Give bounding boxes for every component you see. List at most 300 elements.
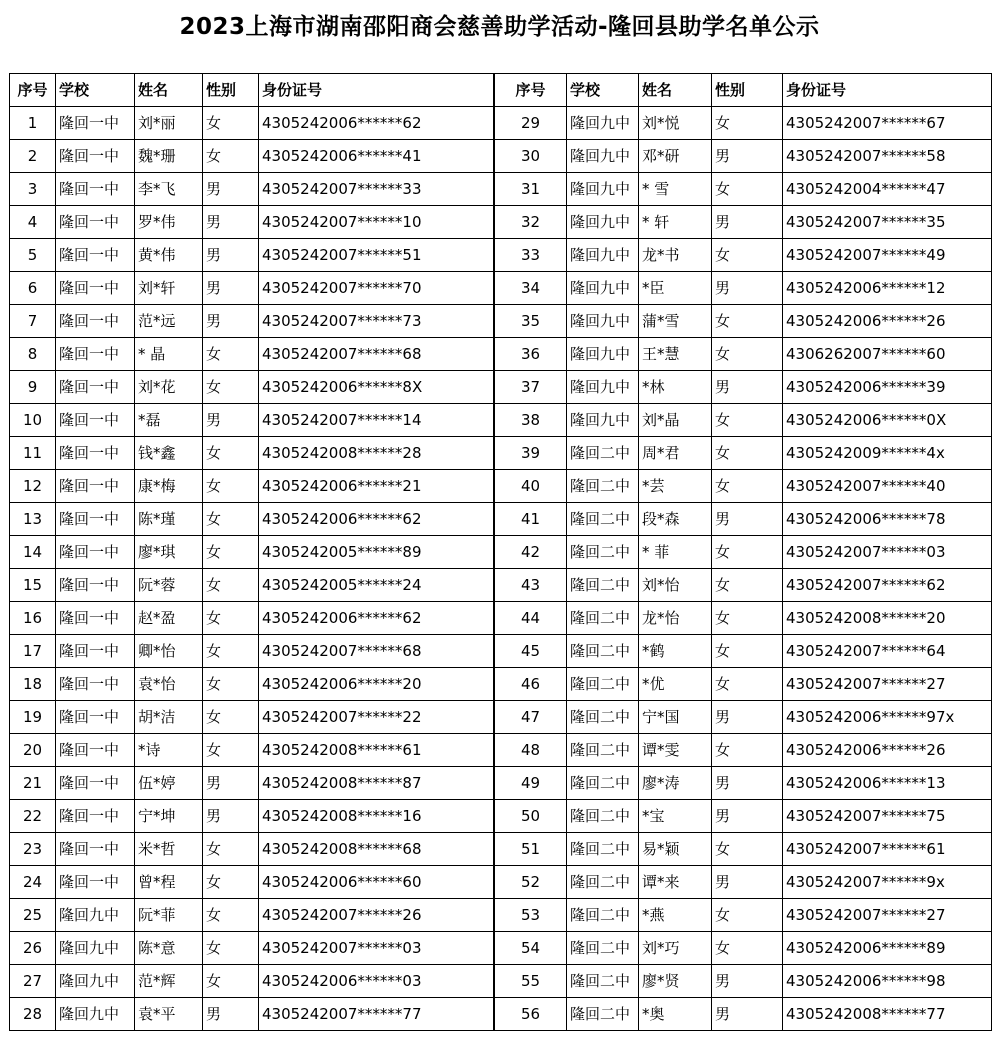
table-row [10, 899, 494, 932]
cell-id-number: 4305242006******39 [783, 371, 992, 404]
cell-id-number: 4305242006******12 [783, 272, 992, 305]
cell-index: 43 [495, 569, 567, 602]
cell-school: 隆回一中 [56, 173, 135, 206]
table-row [495, 734, 992, 767]
cell-school: 隆回二中 [567, 668, 639, 701]
cell-school: 隆回一中 [56, 734, 135, 767]
cell-name: 刘*花 [135, 371, 203, 404]
cell-index: 39 [495, 437, 567, 470]
table-row [495, 767, 992, 800]
cell-gender: 男 [203, 239, 259, 272]
cell-index: 28 [10, 998, 56, 1031]
cell-name: 周*君 [639, 437, 712, 470]
cell-index: 47 [495, 701, 567, 734]
table-row [495, 503, 992, 536]
cell-id-number: 4305242006******62 [259, 503, 494, 536]
table-row [10, 338, 494, 371]
cell-index: 51 [495, 833, 567, 866]
table-row [10, 866, 494, 899]
table-row [10, 668, 494, 701]
table-row [10, 404, 494, 437]
header-school: 学校 [56, 74, 135, 107]
cell-name: 袁*怡 [135, 668, 203, 701]
cell-id-number: 4305242007******58 [783, 140, 992, 173]
cell-gender: 女 [712, 833, 783, 866]
cell-school: 隆回二中 [567, 734, 639, 767]
cell-id-number: 4305242006******8X [259, 371, 494, 404]
header-id-number: 身份证号 [259, 74, 494, 107]
cell-gender: 女 [712, 470, 783, 503]
cell-id-number: 4305242006******0X [783, 404, 992, 437]
cell-gender: 女 [203, 866, 259, 899]
table-row [10, 503, 494, 536]
cell-id-number: 4305242006******21 [259, 470, 494, 503]
cell-index: 42 [495, 536, 567, 569]
cell-name: 钱*鑫 [135, 437, 203, 470]
cell-school: 隆回一中 [56, 503, 135, 536]
cell-gender: 女 [712, 173, 783, 206]
cell-name: *优 [639, 668, 712, 701]
cell-id-number: 4305242006******03 [259, 965, 494, 998]
cell-name: 刘*丽 [135, 107, 203, 140]
cell-name: *芸 [639, 470, 712, 503]
cell-gender: 女 [203, 701, 259, 734]
cell-index: 32 [495, 206, 567, 239]
cell-index: 44 [495, 602, 567, 635]
cell-name: 陈*瑾 [135, 503, 203, 536]
cell-gender: 男 [712, 701, 783, 734]
cell-name: * 轩 [639, 206, 712, 239]
cell-school: 隆回一中 [56, 272, 135, 305]
cell-school: 隆回一中 [56, 206, 135, 239]
cell-school: 隆回二中 [567, 635, 639, 668]
cell-id-number: 4305242007******75 [783, 800, 992, 833]
cell-id-number: 4305242007******49 [783, 239, 992, 272]
cell-name: 魏*珊 [135, 140, 203, 173]
cell-school: 隆回九中 [56, 965, 135, 998]
cell-school: 隆回二中 [567, 965, 639, 998]
cell-school: 隆回二中 [567, 701, 639, 734]
cell-id-number: 4305242007******14 [259, 404, 494, 437]
table-row [10, 536, 494, 569]
cell-name: 刘*巧 [639, 932, 712, 965]
cell-index: 37 [495, 371, 567, 404]
cell-index: 33 [495, 239, 567, 272]
table-row [495, 932, 992, 965]
cell-name: 廖*琪 [135, 536, 203, 569]
cell-school: 隆回九中 [567, 404, 639, 437]
cell-index: 6 [10, 272, 56, 305]
cell-gender: 女 [712, 404, 783, 437]
cell-gender: 女 [203, 536, 259, 569]
cell-index: 18 [10, 668, 56, 701]
cell-gender: 男 [712, 206, 783, 239]
table-row [10, 965, 494, 998]
cell-index: 3 [10, 173, 56, 206]
table-row [495, 701, 992, 734]
cell-school: 隆回一中 [56, 602, 135, 635]
cell-gender: 女 [712, 734, 783, 767]
cell-gender: 女 [712, 536, 783, 569]
cell-index: 25 [10, 899, 56, 932]
cell-school: 隆回一中 [56, 371, 135, 404]
cell-school: 隆回一中 [56, 338, 135, 371]
table-row [10, 305, 494, 338]
cell-school: 隆回九中 [56, 899, 135, 932]
cell-index: 16 [10, 602, 56, 635]
cell-index: 7 [10, 305, 56, 338]
cell-name: *燕 [639, 899, 712, 932]
cell-school: 隆回一中 [56, 800, 135, 833]
cell-index: 56 [495, 998, 567, 1031]
cell-id-number: 4305242007******61 [783, 833, 992, 866]
cell-name: 刘*怡 [639, 569, 712, 602]
cell-school: 隆回一中 [56, 404, 135, 437]
table-row [10, 173, 494, 206]
header-name: 姓名 [639, 74, 712, 107]
cell-school: 隆回二中 [567, 602, 639, 635]
cell-id-number: 4305242005******89 [259, 536, 494, 569]
cell-id-number: 4305242006******26 [783, 734, 992, 767]
cell-school: 隆回九中 [567, 140, 639, 173]
cell-index: 23 [10, 833, 56, 866]
cell-index: 22 [10, 800, 56, 833]
table-row [495, 404, 992, 437]
cell-index: 9 [10, 371, 56, 404]
header-index: 序号 [10, 74, 56, 107]
cell-gender: 男 [712, 965, 783, 998]
cell-gender: 女 [712, 899, 783, 932]
table-row [495, 635, 992, 668]
cell-school: 隆回一中 [56, 701, 135, 734]
cell-name: 易*颖 [639, 833, 712, 866]
table-row [495, 602, 992, 635]
cell-gender: 女 [712, 569, 783, 602]
cell-index: 29 [495, 107, 567, 140]
cell-id-number: 4305242006******89 [783, 932, 992, 965]
table-row [10, 140, 494, 173]
cell-index: 46 [495, 668, 567, 701]
cell-name: 刘*晶 [639, 404, 712, 437]
cell-gender: 女 [203, 569, 259, 602]
cell-name: 曾*程 [135, 866, 203, 899]
cell-name: 宁*坤 [135, 800, 203, 833]
cell-school: 隆回一中 [56, 107, 135, 140]
cell-name: 陈*意 [135, 932, 203, 965]
cell-gender: 男 [203, 173, 259, 206]
cell-index: 52 [495, 866, 567, 899]
cell-name: 邓*研 [639, 140, 712, 173]
cell-name: 袁*平 [135, 998, 203, 1031]
cell-school: 隆回二中 [567, 932, 639, 965]
table-row [495, 338, 992, 371]
cell-school: 隆回二中 [567, 866, 639, 899]
cell-gender: 女 [712, 635, 783, 668]
table-row [495, 965, 992, 998]
cell-index: 26 [10, 932, 56, 965]
cell-school: 隆回二中 [567, 470, 639, 503]
cell-gender: 女 [712, 305, 783, 338]
cell-school: 隆回一中 [56, 668, 135, 701]
cell-index: 19 [10, 701, 56, 734]
table-row [495, 437, 992, 470]
cell-name: 卿*怡 [135, 635, 203, 668]
cell-id-number: 4305242007******03 [259, 932, 494, 965]
cell-name: 刘*轩 [135, 272, 203, 305]
cell-index: 30 [495, 140, 567, 173]
cell-gender: 女 [203, 503, 259, 536]
cell-school: 隆回二中 [567, 800, 639, 833]
cell-name: 赵*盈 [135, 602, 203, 635]
cell-index: 17 [10, 635, 56, 668]
cell-gender: 女 [203, 338, 259, 371]
cell-index: 12 [10, 470, 56, 503]
cell-gender: 女 [712, 668, 783, 701]
cell-gender: 女 [203, 932, 259, 965]
table-row [495, 800, 992, 833]
cell-name: 谭*雯 [639, 734, 712, 767]
table-row [10, 734, 494, 767]
cell-name: *诗 [135, 734, 203, 767]
cell-school: 隆回九中 [56, 932, 135, 965]
cell-gender: 女 [712, 437, 783, 470]
cell-gender: 男 [203, 767, 259, 800]
cell-school: 隆回二中 [567, 833, 639, 866]
cell-gender: 男 [712, 998, 783, 1031]
cell-gender: 女 [203, 140, 259, 173]
cell-id-number: 4305242009******4x [783, 437, 992, 470]
cell-school: 隆回一中 [56, 140, 135, 173]
table-row [10, 371, 494, 404]
cell-gender: 男 [203, 800, 259, 833]
cell-id-number: 4305242007******33 [259, 173, 494, 206]
table-row [10, 239, 494, 272]
roster-table-body [10, 74, 494, 1031]
cell-id-number: 4305242006******97x [783, 701, 992, 734]
table-row [495, 536, 992, 569]
cell-gender: 男 [712, 800, 783, 833]
cell-gender: 女 [203, 470, 259, 503]
table-row [10, 998, 494, 1031]
cell-gender: 女 [203, 107, 259, 140]
cell-gender: 男 [203, 206, 259, 239]
cell-index: 40 [495, 470, 567, 503]
cell-index: 50 [495, 800, 567, 833]
cell-id-number: 4305242006******41 [259, 140, 494, 173]
header-index: 序号 [495, 74, 567, 107]
cell-index: 14 [10, 536, 56, 569]
cell-name: *鹤 [639, 635, 712, 668]
table-row [495, 569, 992, 602]
cell-name: 李*飞 [135, 173, 203, 206]
cell-name: 范*远 [135, 305, 203, 338]
cell-school: 隆回九中 [56, 998, 135, 1031]
cell-name: * 雪 [639, 173, 712, 206]
cell-id-number: 4305242007******68 [259, 635, 494, 668]
cell-gender: 男 [203, 272, 259, 305]
cell-gender: 女 [712, 602, 783, 635]
cell-name: * 晶 [135, 338, 203, 371]
table-row [10, 437, 494, 470]
cell-name: 胡*洁 [135, 701, 203, 734]
table-row [10, 272, 494, 305]
cell-school: 隆回一中 [56, 569, 135, 602]
cell-id-number: 4305242006******26 [783, 305, 992, 338]
cell-school: 隆回九中 [567, 239, 639, 272]
table-row [495, 668, 992, 701]
cell-name: 阮*菲 [135, 899, 203, 932]
cell-name: *奥 [639, 998, 712, 1031]
table-row [495, 470, 992, 503]
cell-id-number: 4305242007******35 [783, 206, 992, 239]
cell-gender: 女 [712, 932, 783, 965]
cell-name: 黄*伟 [135, 239, 203, 272]
table-row [10, 470, 494, 503]
cell-gender: 女 [203, 734, 259, 767]
table-header-row [495, 74, 992, 107]
cell-school: 隆回二中 [567, 899, 639, 932]
cell-index: 41 [495, 503, 567, 536]
cell-name: 廖*贤 [639, 965, 712, 998]
table-row [10, 569, 494, 602]
cell-index: 54 [495, 932, 567, 965]
cell-id-number: 4305242008******87 [259, 767, 494, 800]
cell-index: 24 [10, 866, 56, 899]
roster-table-body [495, 74, 992, 1031]
cell-id-number: 4305242007******40 [783, 470, 992, 503]
cell-name: 蒲*雪 [639, 305, 712, 338]
cell-school: 隆回一中 [56, 470, 135, 503]
cell-school: 隆回二中 [567, 437, 639, 470]
cell-id-number: 4305242005******24 [259, 569, 494, 602]
table-row [10, 932, 494, 965]
cell-gender: 男 [712, 866, 783, 899]
cell-gender: 女 [712, 107, 783, 140]
cell-name: 罗*伟 [135, 206, 203, 239]
cell-gender: 男 [203, 404, 259, 437]
cell-school: 隆回九中 [567, 272, 639, 305]
cell-gender: 女 [712, 338, 783, 371]
cell-id-number: 4305242007******64 [783, 635, 992, 668]
cell-id-number: 4305242008******28 [259, 437, 494, 470]
cell-gender: 男 [203, 305, 259, 338]
cell-gender: 女 [203, 437, 259, 470]
header-school: 学校 [567, 74, 639, 107]
header-name: 姓名 [135, 74, 203, 107]
cell-id-number: 4305242008******61 [259, 734, 494, 767]
cell-id-number: 4305242007******27 [783, 668, 992, 701]
cell-id-number: 4305242007******67 [783, 107, 992, 140]
table-row [495, 833, 992, 866]
cell-index: 10 [10, 404, 56, 437]
cell-gender: 男 [203, 998, 259, 1031]
cell-gender: 女 [203, 833, 259, 866]
table-row [10, 602, 494, 635]
cell-gender: 女 [203, 602, 259, 635]
cell-gender: 女 [712, 239, 783, 272]
cell-index: 1 [10, 107, 56, 140]
cell-name: 宁*国 [639, 701, 712, 734]
cell-index: 5 [10, 239, 56, 272]
cell-school: 隆回一中 [56, 239, 135, 272]
cell-school: 隆回一中 [56, 305, 135, 338]
cell-name: 米*哲 [135, 833, 203, 866]
roster-table-left [9, 73, 494, 1031]
cell-index: 27 [10, 965, 56, 998]
table-row [10, 635, 494, 668]
cell-index: 36 [495, 338, 567, 371]
table-row [495, 239, 992, 272]
cell-gender: 女 [203, 371, 259, 404]
cell-name: 廖*涛 [639, 767, 712, 800]
table-row [10, 833, 494, 866]
cell-school: 隆回九中 [567, 107, 639, 140]
cell-id-number: 4305242006******78 [783, 503, 992, 536]
page-title: 2023上海市湖南邵阳商会慈善助学活动-隆回县助学名单公示 [179, 14, 820, 40]
cell-id-number: 4305242006******98 [783, 965, 992, 998]
header-gender: 性别 [203, 74, 259, 107]
cell-school: 隆回二中 [567, 503, 639, 536]
table-header-row [10, 74, 494, 107]
cell-id-number: 4305242007******62 [783, 569, 992, 602]
cell-index: 2 [10, 140, 56, 173]
cell-name: 段*森 [639, 503, 712, 536]
cell-name: *臣 [639, 272, 712, 305]
cell-name: 伍*婷 [135, 767, 203, 800]
cell-name: 阮*蓉 [135, 569, 203, 602]
table-row [495, 107, 992, 140]
table-row [10, 800, 494, 833]
cell-id-number: 4305242008******68 [259, 833, 494, 866]
cell-name: 康*梅 [135, 470, 203, 503]
cell-school: 隆回九中 [567, 173, 639, 206]
cell-id-number: 4305242007******70 [259, 272, 494, 305]
cell-id-number: 4305242006******62 [259, 602, 494, 635]
cell-index: 35 [495, 305, 567, 338]
cell-index: 45 [495, 635, 567, 668]
cell-gender: 女 [203, 635, 259, 668]
cell-index: 31 [495, 173, 567, 206]
cell-gender: 女 [203, 965, 259, 998]
cell-school: 隆回一中 [56, 536, 135, 569]
cell-school: 隆回一中 [56, 866, 135, 899]
table-row [495, 305, 992, 338]
cell-gender: 女 [203, 668, 259, 701]
cell-id-number: 4305242006******13 [783, 767, 992, 800]
cell-id-number: 4305242007******73 [259, 305, 494, 338]
cell-name: 王*慧 [639, 338, 712, 371]
cell-id-number: 4306262007******60 [783, 338, 992, 371]
cell-name: * 菲 [639, 536, 712, 569]
cell-school: 隆回一中 [56, 635, 135, 668]
table-row [10, 767, 494, 800]
cell-index: 8 [10, 338, 56, 371]
cell-school: 隆回九中 [567, 338, 639, 371]
cell-id-number: 4305242008******77 [783, 998, 992, 1031]
cell-id-number: 4305242004******47 [783, 173, 992, 206]
cell-index: 4 [10, 206, 56, 239]
table-row [495, 272, 992, 305]
cell-school: 隆回二中 [567, 998, 639, 1031]
table-row [10, 206, 494, 239]
cell-index: 55 [495, 965, 567, 998]
cell-gender: 男 [712, 371, 783, 404]
cell-index: 48 [495, 734, 567, 767]
cell-id-number: 4305242007******9x [783, 866, 992, 899]
cell-school: 隆回一中 [56, 833, 135, 866]
cell-id-number: 4305242007******22 [259, 701, 494, 734]
cell-school: 隆回九中 [567, 371, 639, 404]
